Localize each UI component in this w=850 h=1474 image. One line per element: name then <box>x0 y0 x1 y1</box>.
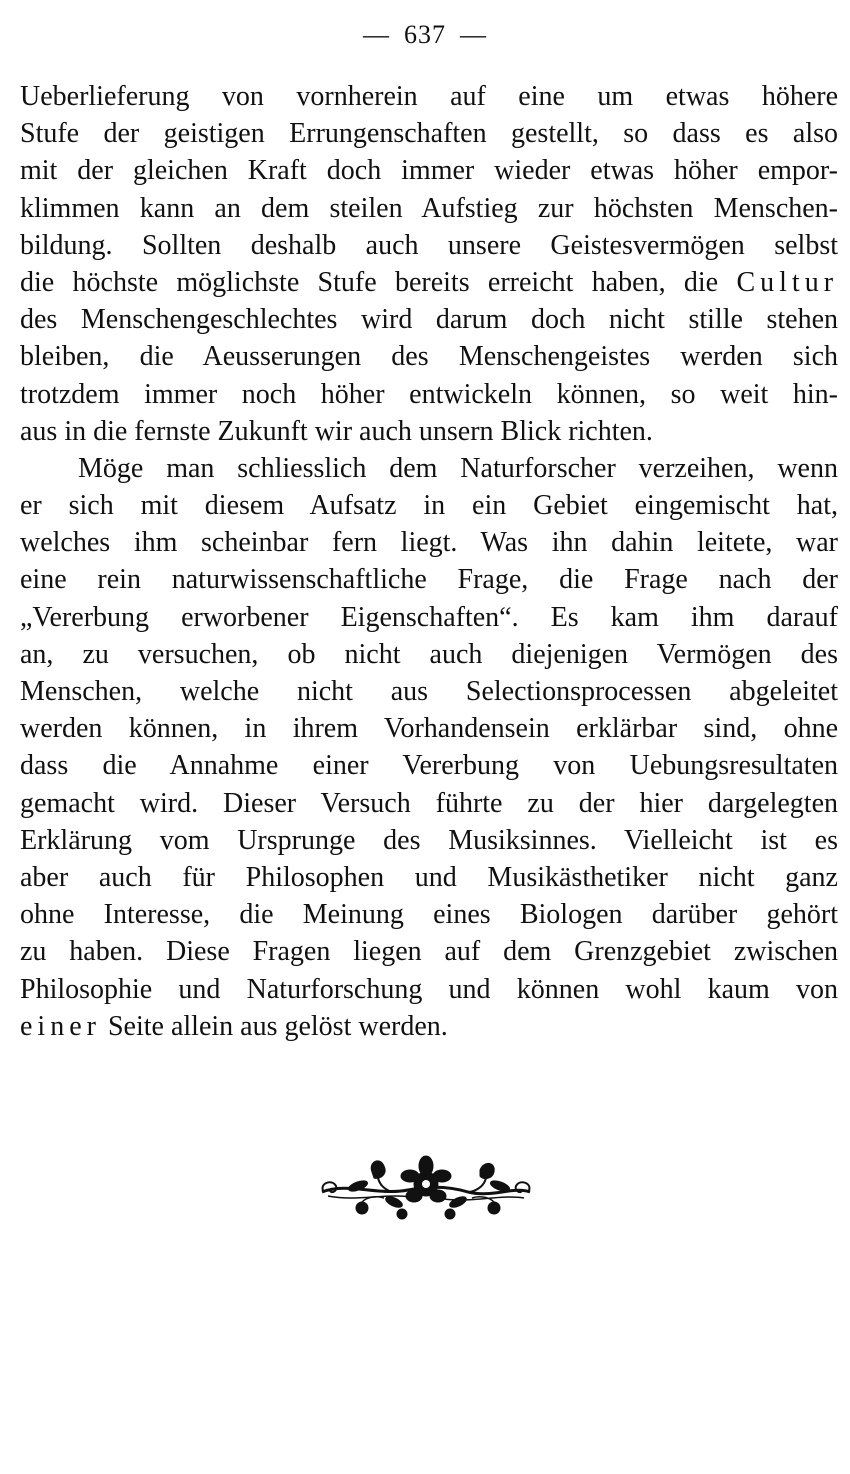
text-line: Menschen, welche nicht aus Selectionsprocessen abgeleitet <box>20 676 838 707</box>
text-line: bildung. Sollten deshalb auch unsere Geistesvermögen selbst <box>20 229 838 261</box>
floral-vignette-icon <box>318 1152 534 1224</box>
text-line: Philosophie und Naturforschung und können wohl kaum von <box>20 973 838 1005</box>
text-line: mit der gleichen Kraft doch immer wieder etwas höher empor- <box>20 155 838 187</box>
text-fragment: Seite allein aus gelöst werden. <box>107 1010 448 1042</box>
text-line: welches ihm scheinbar fern liegt. Was ihn dahin leitete, war <box>20 527 838 559</box>
text-line: aus in die fernste Zukunft wir auch unsern Blick richten. <box>20 415 653 447</box>
text-line: klimmen kann an dem steilen Aufstieg zur höchsten Menschen- <box>20 192 838 224</box>
text-line: er sich mit diesem Aufsatz in ein Gebiet eingemischt hat, <box>20 490 838 522</box>
text-line: trotzdem immer noch höher entwickeln können, so weit hin- <box>20 378 838 410</box>
text-line: ohne Interesse, die Meinung eines Biologen darüber gehört <box>20 899 838 931</box>
text-line: Erklärung vom Ursprunge des Musiksinnes. Vielleicht ist es <box>20 824 838 856</box>
text-line: aber auch für Philosophen und Musikästhetiker nicht ganz <box>20 861 838 893</box>
page-number: 637 <box>404 20 446 49</box>
body-text <box>20 78 838 1045</box>
text-line: Möge man schliesslich dem Naturforscher verzeihen, wenn <box>78 452 838 484</box>
text-line: bleiben, die Aeusserungen des Menschengeistes werden sich <box>20 341 838 373</box>
page-number-dash-right: — <box>460 20 487 49</box>
text-line: zu haben. Diese Fragen liegen auf dem Grenzgebiet zwischen <box>20 936 838 968</box>
text-line: dass die Annahme einer Vererbung von Uebungsresultaten <box>20 750 838 782</box>
text-line: werden können, in ihrem Vorhandensein erklärbar sind, ohne <box>20 713 838 745</box>
page-number-header <box>0 20 850 50</box>
text-line: an, zu versuchen, ob nicht auch diejenigen Vermögen des <box>20 638 838 670</box>
text-line: „Vererbung erworbener Eigenschaften“. Es kam ihm darauf <box>20 601 838 633</box>
text-line: Ueberlieferung von vornherein auf eine um etwas höhere <box>20 81 838 112</box>
emphasized-word: einer <box>20 1010 101 1042</box>
text-line: des Menschengeschlechtes wird darum doch nicht stille stehen <box>20 304 838 336</box>
text-line <box>20 264 838 301</box>
page-number-dash-left: — <box>363 20 390 49</box>
emphasized-word: Cultur <box>736 266 839 298</box>
text-line: eine rein naturwissenschaftliche Frage, die Frage nach der <box>20 564 838 596</box>
text-line: Stufe der geistigen Errungenschaften gestellt, so dass es also <box>20 118 838 150</box>
text-line <box>20 1008 838 1045</box>
text-fragment: die höchste möglichste Stufe bereits erreicht haben, die <box>20 266 719 298</box>
text-line: gemacht wird. Dieser Versuch führte zu der hier dargelegten <box>20 787 838 819</box>
